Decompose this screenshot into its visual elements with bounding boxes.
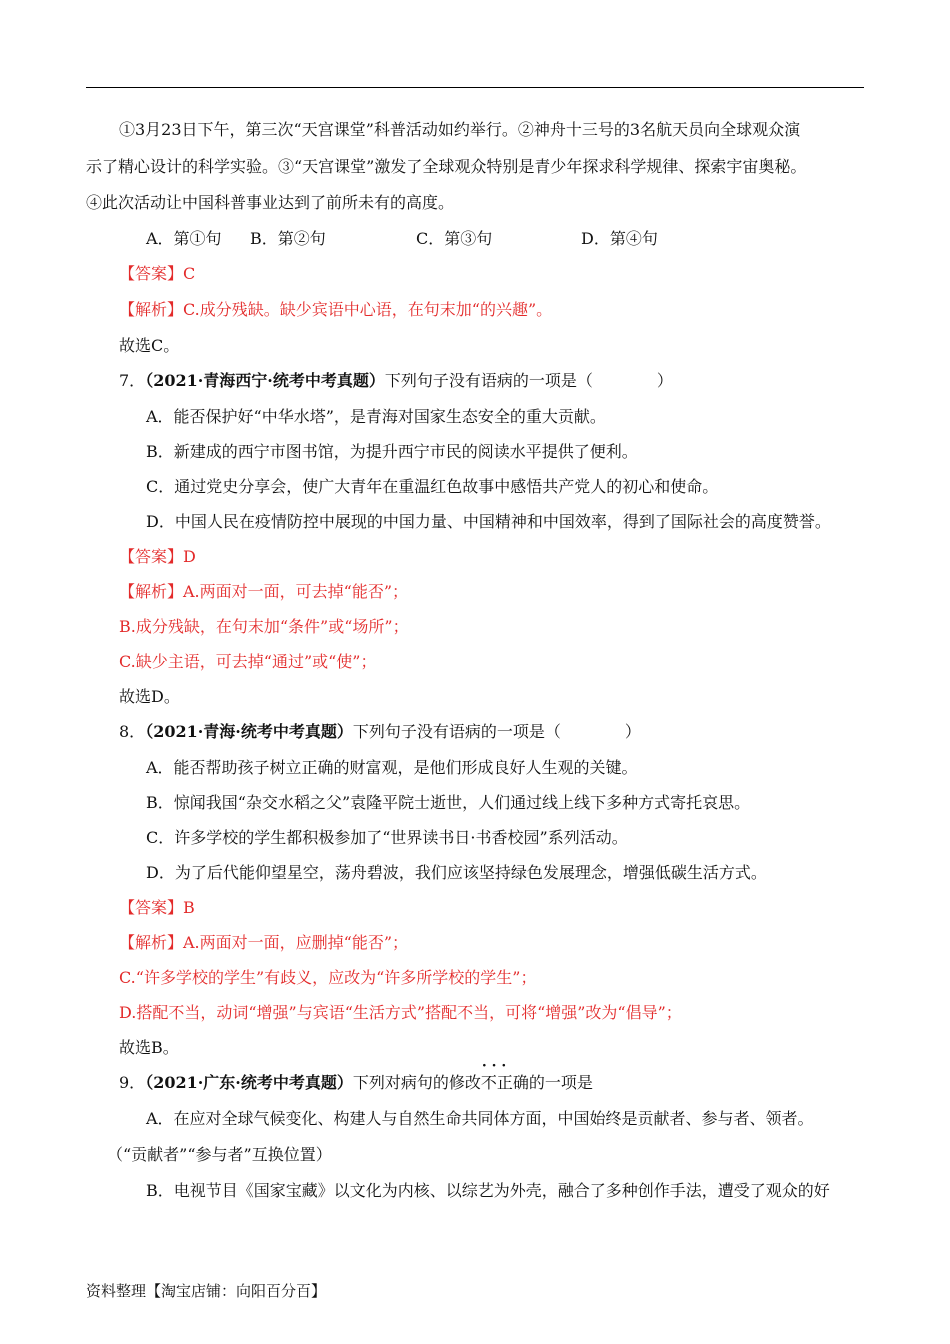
- option-b: B．第②句: [250, 229, 326, 248]
- q7-option-c: C．通过党史分享会，使广大青年在重温红色故事中感悟共产党人的初心和使命。: [146, 477, 719, 496]
- q7-analysis-2: B.成分残缺，在句末加“条件”或“场所”；: [119, 617, 409, 636]
- question-text: 下列对病句的修改: [352, 1073, 481, 1092]
- passage-analysis: 【解析】C.成分残缺。缺少宾语中心语，在句末加“的兴趣”。: [119, 300, 553, 319]
- question-9-stem: [119, 1072, 593, 1094]
- question-source: （2021·青海·统考中考真题）: [145, 722, 353, 741]
- q8-conclusion: 故选B。: [119, 1038, 179, 1057]
- q9-option-a: A．在应对全球气候变化、构建人与自然生命共同体方面，中国始终是贡献者、参与者、领者。: [146, 1109, 814, 1128]
- q8-option-b: B．惊闻我国“杂交水稻之父”袁隆平院士逝世，人们通过线上线下多种方式寄托哀思。: [146, 793, 751, 812]
- question-8-stem: [119, 721, 641, 743]
- question-number: 9．: [119, 1073, 146, 1092]
- question-number: 7．: [119, 371, 146, 390]
- page-footer: 资料整理【淘宝店铺：向阳百分百】: [86, 1282, 327, 1300]
- q7-conclusion: 故选D。: [119, 687, 180, 706]
- q9-option-b: B．电视节目《国家宝藏》以文化为内核、以综艺为外壳，融合了多种创作手法，遭受了观众的好: [146, 1181, 830, 1200]
- option-c: C．第③句: [416, 229, 493, 248]
- q8-option-d: D．为了后代能仰望星空，荡舟碧波，我们应该坚持绿色发展理念，增强低碳生活方式。: [146, 863, 767, 882]
- option-a: A．第①句: [146, 229, 222, 248]
- q9-option-a-note: （“贡献者”“参与者”互换位置）: [107, 1145, 332, 1164]
- passage-answer: 【答案】C: [119, 264, 196, 283]
- passage-options: [0, 228, 950, 250]
- option-d: D．第④句: [581, 229, 658, 248]
- q8-option-a: A．能否帮助孩子树立正确的财富观，是他们形成良好人生观的关键。: [146, 758, 638, 777]
- question-text: 下列句子没有语病的一项是（ ）: [352, 722, 641, 741]
- question-text: 下列句子没有语病的一项是（ ）: [384, 371, 673, 390]
- emphasis-not-correct: · · 不正确: [481, 1072, 529, 1094]
- question-source: （2021·广东·统考中考真题）: [145, 1073, 353, 1092]
- passage-line-1: ①3月23日下午，第三次“天宫课堂”科普活动如约举行。②神舟十三号的3名航天员向全球观众演: [119, 120, 801, 139]
- q7-analysis-3: C.缺少主语，可去掉“通过”或“使”；: [119, 652, 377, 671]
- q8-analysis-1: 【解析】A.两面对一面，应删掉“能否”；: [119, 933, 409, 952]
- q7-option-b: B．新建成的西宁市图书馆，为提升西宁市民的阅读水平提供了便利。: [146, 442, 638, 461]
- question-source: （2021·青海西宁·统考中考真题）: [145, 371, 385, 390]
- q8-analysis-3: D.搭配不当，动词“增强”与宾语“生活方式”搭配不当，可将“增强”改为“倡导”；: [119, 1003, 682, 1022]
- passage-conclusion: 故选C。: [119, 336, 180, 355]
- q7-option-d: D．中国人民在疫情防控中展现的中国力量、中国精神和中国效率，得到了国际社会的高度赞誉。: [146, 512, 831, 531]
- passage-line-2: 示了精心设计的科学实验。③“天宫课堂”激发了全球观众特别是青少年探求科学规律、探索宇宙奥秘。: [86, 157, 807, 176]
- q8-analysis-2: C.“许多学校的学生”有歧义，应改为“许多所学校的学生”；: [119, 968, 537, 987]
- question-text-end: 的一项是: [528, 1073, 593, 1092]
- question-7-stem: [119, 370, 673, 392]
- q8-answer: 【答案】B: [119, 898, 195, 917]
- passage-line-3: ④此次活动让中国科普事业达到了前所未有的高度。: [86, 193, 455, 212]
- q8-option-c: C．许多学校的学生都积极参加了“世界读书日·书香校园”系列活动。: [146, 828, 628, 847]
- q7-option-a: A．能否保护好“中华水塔”，是青海对国家生态安全的重大贡献。: [146, 407, 606, 426]
- q7-answer: 【答案】D: [119, 547, 196, 566]
- q7-analysis-1: 【解析】A.两面对一面，可去掉“能否”；: [119, 582, 409, 601]
- question-number: 8．: [119, 722, 146, 741]
